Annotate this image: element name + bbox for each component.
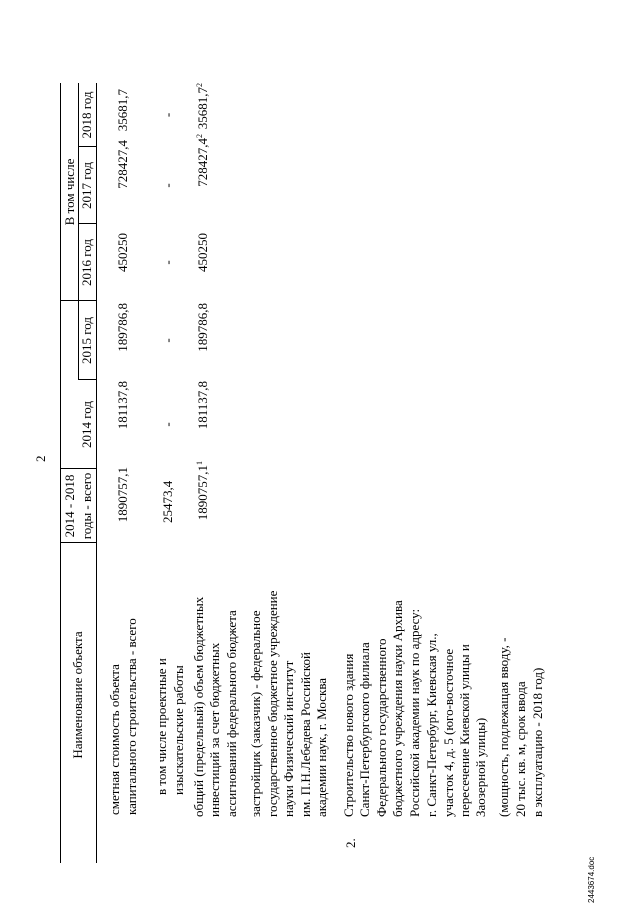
cell-total: 1890757,1 [115,467,130,523]
cell-2017-value: 728427,4 [195,138,210,187]
footnote-marker: 2 [195,134,204,138]
row-label-line: Строительство нового здания [341,653,356,817]
row-label-line: 20 тыс. кв. м, срок ввода [513,681,528,817]
cell-2017 [195,134,210,224]
row-label-line: пересечение Киевской улицы и [457,644,472,817]
cell-2016: 450250 [195,233,210,272]
cell-2014: - [160,422,175,427]
row-label-line: Российской академии наук по адресу: [407,608,422,817]
row-label-line: Федерального государственного [374,638,389,817]
header-total-line1: 2014 - 2018 [62,474,77,538]
footnote-marker: 2 [195,83,204,87]
cell-total-value: 1890757,1 [195,465,210,521]
row-label-line: г. Санкт-Петербург, Киевская ул., [424,633,439,817]
cell-2016: 450250 [115,233,130,272]
row-label-line: Санкт-Петербургского филиала [357,642,372,817]
row-label-line: (мощность, подлежащая вводу, - [496,637,511,817]
cell-2015: 189786,8 [195,303,210,352]
header-incl: В том числе [62,158,77,226]
row-label-line: Заозерной улицы) [473,717,488,817]
row-label-line: капитального строительства - всего [124,618,139,815]
cell-2017: - [160,183,175,188]
cell-total [195,461,210,543]
row-label-line: сметная стоимость объекта [107,664,122,815]
cell-2016: - [160,260,175,265]
page-number: 2 [33,455,48,462]
cell-2014: 181137,8 [115,381,130,430]
row-label-line: им. П.Н.Лебедева Российской [298,652,313,817]
cell-2014: 181137,8 [195,381,210,430]
row-label-line: инвестиций за счет бюджетных [207,642,222,817]
row-label-line: общий (предельный) объем бюджетных [191,596,206,817]
row-label-line: академии наук, г. Москва [314,677,329,817]
cell-2017: 728427,4 [115,140,130,189]
header-2016: 2016 год [79,239,94,286]
row-label-line: в том числе проектные и [154,658,169,795]
row-label-line: бюджетного учреждения науки Архива [390,600,405,817]
cell-2018: 35681,7 [115,89,130,132]
cell-2018 [195,83,210,147]
row-label-line: участок 4, д. 5 (юго-восточное [441,648,456,817]
cell-2018-value: 35681,7 [195,87,210,130]
header-2014: 2014 год [79,401,94,448]
header-bottom-border [96,83,97,863]
row-label-line: изыскательские работы [171,665,186,795]
header-total-line2: годы - всего [79,472,94,540]
cell-2018: - [160,112,175,118]
row-label-line: застройщик (заказчик) - федеральное [248,610,263,817]
cell-total: 25473,4 [160,480,175,523]
row-label-line: в эксплуатацию - 2018 год) [530,667,545,817]
cell-2015: 189786,8 [115,303,130,352]
item-number: 2. [343,838,358,848]
row-label-line: ассигнований федерального бюджета [224,610,239,817]
header-name: Наименование объекта [70,631,85,759]
row-label-line: государственное бюджетное учреждение [265,590,280,817]
header-2017: 2017 год [79,162,94,209]
cell-2015: - [160,338,175,343]
footnote-marker: 1 [195,461,204,465]
table-top-border [60,83,61,863]
header-2015: 2015 год [79,317,94,364]
row-label-line: науки Физический институт [281,660,296,817]
header-2018: 2018 год [79,91,94,139]
document-filename: 2443674.doc [587,856,596,903]
